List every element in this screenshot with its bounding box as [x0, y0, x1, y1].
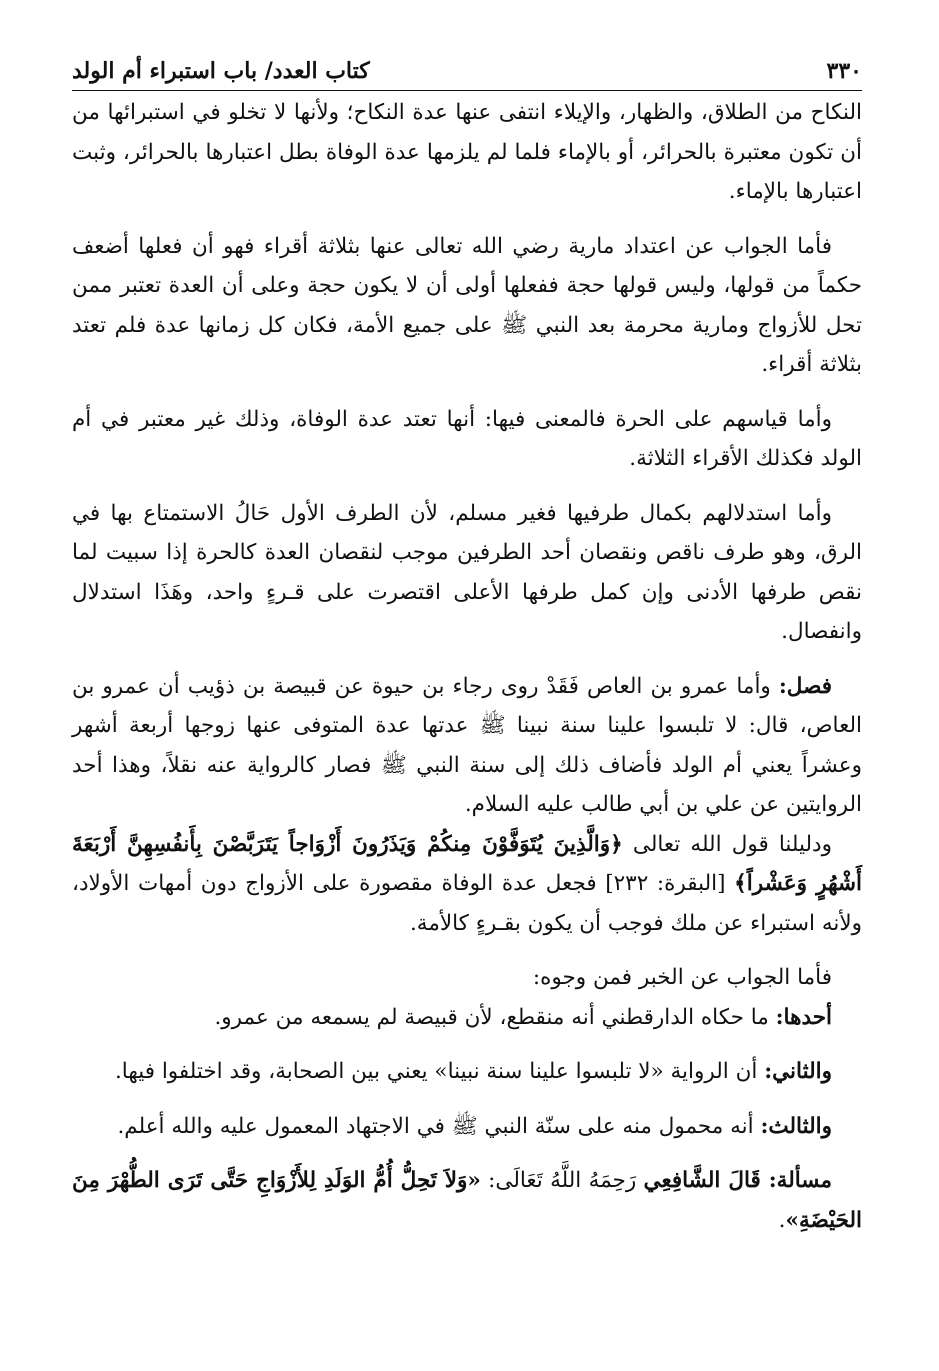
page-header	[72, 56, 862, 91]
paragraph-text: .	[778, 1207, 786, 1233]
paragraph-masala	[72, 1161, 862, 1240]
quran-verse: ﴿وَالَّذِينَ يُتَوَفَّوْنَ مِنكُمْ وَيَذَرُونَ أَزْوَاجاً يَتَرَبَّصْنَ بِأَنفُسِهِنَّ أَرْبَعَةَ أَشْهُرٍ وَعَشْراً﴾	[72, 831, 862, 896]
paragraph-text: وأما عمرو بن العاص فَقَدْ روى رجاء بن حيوة عن قبيصة بن ذؤيب أن عمرو بن العاص، قال: لا تلبسوا علينا سنة نبينا ﷺ عدتها عدة المتوفى عنها زوجها أربعة أشهر وعشراً يعني أم الولد فأضاف ذلك إلى سنة النبي ﷺ فصار كالرواية عنه نقلاً، وهذا أحد الروايتين عن علي بن أبي طالب عليه السلام.	[72, 673, 862, 817]
section-lead-label: فصل:	[778, 673, 832, 699]
paragraph-text: أن الرواية «لا تلبسوا علينا سنة نبينا» يعني بين الصحابة، وقد اختلفوا فيها.	[114, 1059, 765, 1084]
quoted-text: «وَلاَ تَحِلُّ أُمُّ الوَلَدِ لِلأَزْوَاجِ حَتَّى تَرَى الطُّهْرَ مِنَ الحَيْضَةِ»	[72, 1168, 862, 1233]
paragraph-text: ما حكاه الدارقطني أنه منقطع، لأن قبيصة لم يسمعه من عمرو.	[214, 1004, 776, 1030]
speaker-name: قَالَ الشَّافِعِي	[643, 1168, 769, 1193]
paragraph-maria-answer	[72, 227, 862, 385]
point-lead-label: والثالث:	[760, 1113, 832, 1139]
paragraph-analogy-free-woman	[72, 400, 862, 479]
paragraph-text: [البقرة: ٢٣٢] فجعل عدة الوفاة مقصورة على الأزواج دون أمهات الأولاد، ولأنه استبراء عن ملك فوجب أن يكون بقـرءٍ كالأمة.	[72, 871, 862, 936]
paragraph-answer-second	[72, 1052, 862, 1092]
paragraph-answer-third	[72, 1107, 862, 1147]
masala-label: مسألة:	[768, 1168, 832, 1193]
paragraph-continuation	[72, 93, 862, 212]
paragraph-quran-evidence	[72, 825, 862, 944]
paragraph-text: فأما الجواب عن اعتداد مارية رضي الله تعالى عنها بثلاثة أقراء فهو أن فعلها أضعف حكماً من قولها، وليس قولها حجة ففعلها أولى أن لا يكون حجة وعلى أن العدة تعتبر ممن تحل للأزواج ومارية محرمة بعد النبي ﷺ على جميع الأمة، فكان كل زمانها عدة فلم تعتد بثلاثة أقراء.	[72, 233, 862, 377]
paragraph-answer-first	[72, 998, 862, 1038]
paragraph-answers-intro	[72, 958, 862, 998]
paragraph-text: ودليلنا قول الله تعالى	[622, 831, 833, 857]
paragraph-text: فأما الجواب عن الخبر فمن وجوه:	[532, 965, 832, 990]
running-title: كتاب العدد/ باب استبراء أم الولد	[72, 58, 370, 84]
paragraph-two-extremes	[72, 494, 862, 652]
page-number: ٣٣٠	[826, 58, 862, 84]
point-lead-label: والثاني:	[764, 1059, 832, 1084]
paragraph-text: أنه محمول منه على سنّة النبي ﷺ في الاجتهاد المعمول عليه والله أعلم.	[117, 1113, 761, 1139]
paragraph-text: النكاح من الطلاق، والظهار، والإيلاء انتفى عنها عدة النكاح؛ ولأنها لا تخلو في استبرائها من أن تكون معتبرة بالحرائر، أو بالإماء فلما لم يلزمها عدة الوفاة بطل اعتبارها بالحرائر، وثبت اعتبارها بالإماء.	[72, 100, 862, 204]
paragraph-text: وأما قياسهم على الحرة فالمعنى فيها: أنها تعتد عدة الوفاة، وذلك غير معتبر في أم الولد فكذلك الأقراء الثلاثة.	[72, 406, 862, 471]
paragraph-text: وأما استدلالهم بكمال طرفيها فغير مسلم، لأن الطرف الأول حَالُ الاستمتاع بها في الرق، وهو طرف ناقص ونقصان أحد الطرفين موجب لنقصان العدة كالحرة إذا سبيت لما نقص طرفها الأدنى وإن كمل طرفها الأعلى اقتصرت على قـرءٍ واحد، وهَذَا استدلال وانفصال.	[72, 500, 862, 644]
paragraph-text: رَحِمَهُ اللَّهُ تَعَالَى:	[480, 1168, 644, 1193]
paragraph-section-amr	[72, 667, 862, 825]
page	[72, 56, 862, 1240]
point-lead-label: أحدها:	[775, 1004, 832, 1030]
